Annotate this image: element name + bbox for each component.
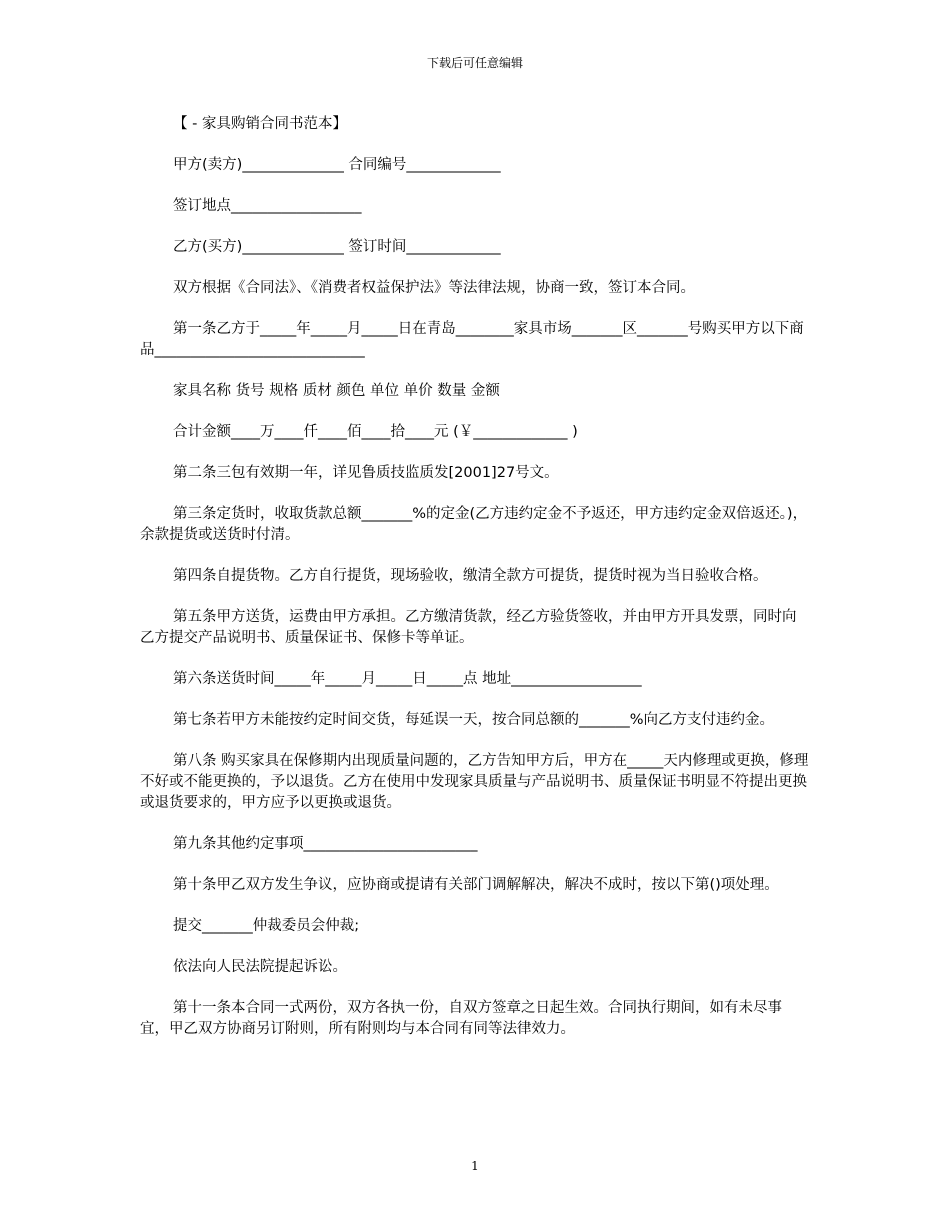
buyer-field: 乙方(买方)______________ 签订时间_____________ [173, 239, 501, 255]
signing-place-field: 签订地点__________________ [173, 198, 362, 214]
document-body [140, 114, 810, 1060]
page-header: 下载后可任意编辑 [426, 56, 523, 70]
article-8: 第八条 购买家具在保修期内出现质量问题的，乙方告知甲方后，甲方在_____天内修理或更换，修理不好或不能更换的，予以退货。乙方在使用中发现家具质量与产品说明书、质量保证书明显不符提出更换或退货要求的，甲方应予以更换或退货。 [140, 753, 809, 811]
article-11: 第十一条本合同一式两份，双方各执一份，自双方签章之日起生效。合同执行期间，如有未尽事宜，甲乙双方协商另订附则，所有附则均与本合同有同等法律效力。 [140, 1000, 782, 1037]
article-7: 第七条若甲方未能按约定时间交货，每延误一天，按合同总额的_______%向乙方支付违约金。 [173, 712, 775, 728]
item-columns: 家具名称 货号 规格 质材 颜色 单位 单价 数量 金额 [173, 383, 500, 399]
article-3: 第三条定货时，收取货款总额_______%的定金(乙方违约定金不予返还，甲方违约定金双倍返还。)，余款提货或送货时付清。 [140, 506, 808, 543]
litigation-option: 依法向人民法院提起诉讼。 [173, 959, 347, 975]
total-amount: 合计金额____万____仟____佰____拾____元 (￥_____________ ) [173, 424, 578, 440]
article-5: 第五条甲方送货，运费由甲方承担。乙方缴清货款，经乙方验货签收，并由甲方开具发票，同时向乙方提交产品说明书、质量保证书、保修卡等单证。 [140, 609, 797, 646]
preamble: 双方根据《合同法》、《消费者权益保护法》等法律法规，协商一致，签订本合同。 [173, 280, 695, 296]
page-number: 1 [471, 1159, 479, 1173]
article-4: 第四条自提货物。乙方自行提货，现场验收，缴清全款方可提货，提货时视为当日验收合格。 [173, 568, 768, 584]
article-9: 第九条其他约定事项________________________ [173, 836, 478, 852]
article-1: 第一条乙方于_____年_____月_____日在青岛________家具市场_______区_______号购买甲方以下商品_____________________________ [140, 321, 804, 358]
article-6: 第六条送货时间_____年_____月_____日_____点 地址__________________ [173, 671, 642, 687]
document-title: 【 - 家具购销合同书范本】 [173, 116, 347, 132]
seller-field: 甲方(卖方)______________ 合同编号_____________ [173, 157, 501, 173]
arbitration-option: 提交_______仲裁委员会仲裁; [173, 918, 360, 934]
article-10: 第十条甲乙双方发生争议，应协商或提请有关部门调解解决，解决不成时，按以下第()项处理。 [173, 877, 779, 893]
article-2: 第二条三包有效期一年，详见鲁质技监质发[2001]27号文。 [173, 465, 559, 481]
